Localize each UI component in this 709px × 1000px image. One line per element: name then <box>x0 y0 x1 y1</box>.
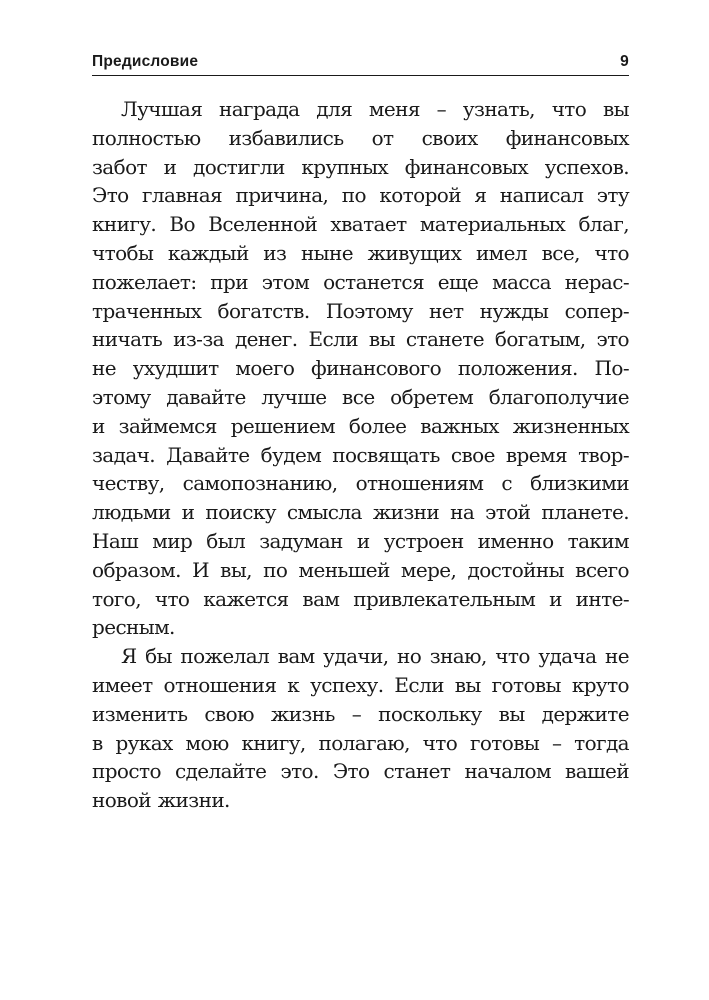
text-line: чтобы каждый из ныне живущих имел все, что <box>92 240 629 265</box>
book-page <box>92 52 629 815</box>
text-line: изменить свою жизнь – поскольку вы держите <box>92 701 629 726</box>
text-line: траченных богатств. Поэтому нет нужды сопер- <box>92 298 629 323</box>
paragraph-2 <box>92 642 629 815</box>
text-line: образом. И вы, по меньшей мере, достойны всего <box>92 557 629 582</box>
paragraph-1 <box>92 95 629 642</box>
text-line: ресным. <box>92 615 175 640</box>
text-line: и займемся решением более важных жизненных <box>92 413 629 438</box>
text-line: людьми и поиску смысла жизни на этой планете. <box>92 500 629 525</box>
text-line: новой жизни. <box>92 788 230 813</box>
text-line: Я бы пожелал вам удачи, но знаю, что удача не <box>121 644 629 669</box>
text-line: того, что кажется вам привлекательным и инте- <box>92 586 629 611</box>
text-line: ничать из-за денег. Если вы станете богатым, это <box>92 327 629 352</box>
text-line: Наш мир был задуман и устроен именно таким <box>92 528 629 553</box>
text-line: задач. Давайте будем посвящать свое время твор- <box>92 442 629 467</box>
text-line: книгу. Во Вселенной хватает материальных благ, <box>92 212 629 237</box>
page-number: 9 <box>620 53 629 70</box>
text-line: имеет отношения к успеху. Если вы готовы круто <box>92 672 629 697</box>
text-line: пожелает: при этом останется еще масса нерас- <box>92 269 629 294</box>
text-line: забот и достигли крупных финансовых успехов. <box>92 154 629 179</box>
text-line: просто сделайте это. Это станет началом вашей <box>92 759 629 784</box>
text-line: в руках мою книгу, полагаю, что готовы – тогда <box>92 730 629 755</box>
text-line: честву, самопознанию, отношениям с близкими <box>92 471 629 496</box>
body-text <box>92 95 629 815</box>
running-header <box>92 52 629 76</box>
text-line: полностью избавились от своих финансовых <box>92 125 629 150</box>
section-title: Предисловие <box>92 53 199 70</box>
text-line: Лучшая награда для меня – узнать, что вы <box>121 97 629 121</box>
text-line: этому давайте лучше все обретем благополучие <box>92 384 629 409</box>
text-line: не ухудшит моего финансового положения. По- <box>92 356 629 381</box>
text-line: Это главная причина, по которой я написал эту <box>92 183 629 208</box>
